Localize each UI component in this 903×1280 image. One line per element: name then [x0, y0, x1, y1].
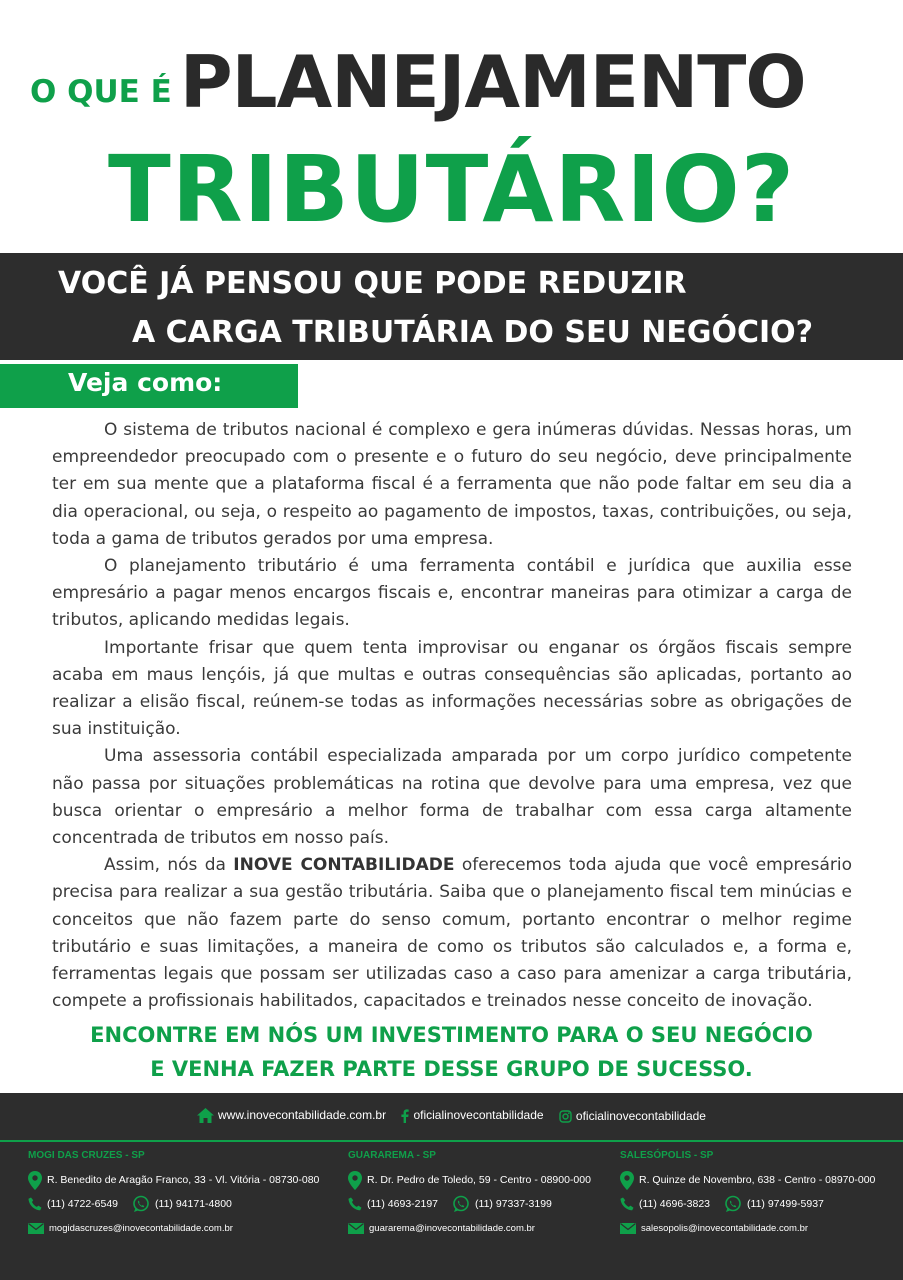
office-address: R. Benedito de Aragão Franco, 33 - Vl. Vitória - 08730-080 — [47, 1174, 320, 1186]
phone-link[interactable] — [348, 1197, 438, 1211]
whatsapp-number: (11) 94171-4800 — [155, 1198, 232, 1210]
email-icon — [348, 1223, 364, 1234]
paragraph-5 — [52, 852, 852, 1015]
phone-icon — [348, 1197, 362, 1211]
whatsapp-link[interactable] — [724, 1195, 824, 1213]
office-phones-row — [28, 1193, 319, 1215]
social-links — [0, 1108, 903, 1123]
question-line-1: VOCÊ JÁ PENSOU QUE PODE REDUZIR — [58, 266, 687, 301]
office-mogi — [28, 1150, 319, 1241]
whatsapp-icon — [132, 1195, 150, 1213]
cta-line-2: E VENHA FAZER PARTE DESSE GRUPO DE SUCESSO. — [150, 1057, 753, 1081]
email-icon — [28, 1223, 44, 1234]
office-email-row[interactable] — [348, 1217, 591, 1239]
location-pin-icon — [348, 1171, 362, 1190]
phone-icon — [28, 1197, 42, 1211]
office-city: SALESÓPOLIS - SP — [620, 1150, 714, 1161]
title-main: PLANEJAMENTO — [179, 40, 806, 124]
question-line-2: A CARGA TRIBUTÁRIA DO SEU NEGÓCIO? — [132, 315, 814, 350]
office-email: salesopolis@inovecontabilidade.com.br — [641, 1222, 809, 1234]
office-address: R. Quinze de Novembro, 638 - Centro - 08970-000 — [639, 1174, 876, 1186]
instagram-icon — [559, 1110, 572, 1123]
title-prefix: O QUE É — [30, 74, 172, 110]
office-address-row — [28, 1169, 319, 1191]
phone-icon — [620, 1197, 634, 1211]
facebook-text: oficialinovecontabilidade — [413, 1108, 544, 1123]
section-label-tab — [0, 364, 298, 408]
cta-line-1: ENCONTRE EM NÓS UM INVESTIMENTO PARA O SEU NEGÓCIO — [90, 1023, 813, 1047]
facebook-icon — [401, 1109, 409, 1123]
home-icon — [197, 1108, 214, 1123]
section-label: Veja como: — [68, 368, 223, 397]
phone-number: (11) 4696-3823 — [639, 1198, 711, 1210]
website-text: www.inovecontabilidade.com.br — [218, 1108, 387, 1123]
location-pin-icon — [620, 1171, 634, 1190]
whatsapp-link[interactable] — [132, 1195, 232, 1213]
whatsapp-icon — [452, 1195, 470, 1213]
whatsapp-link[interactable] — [452, 1195, 552, 1213]
title-line-1 — [30, 40, 806, 135]
instagram-link[interactable] — [559, 1109, 706, 1123]
office-guararema — [348, 1150, 591, 1241]
office-email-row[interactable] — [620, 1217, 875, 1239]
office-phones-row — [348, 1193, 591, 1215]
body-text — [52, 417, 852, 1015]
whatsapp-number: (11) 97499-5937 — [747, 1198, 824, 1210]
title-second: TRIBUTÁRIO? — [107, 136, 796, 243]
paragraph-5-rest: oferecemos toda ajuda que você empresário precisa para realizar a sua gestão tributária. Saiba que o planejamento fiscal tem minúcias e conceitos que não fazem parte do senso comum, portanto encontrar o melhor regime tributário e suas limitações, a maneira de como os tributos são calculados e, a forma e, ferramentas legais que possam ser utilizadas caso a caso para amenizar a carga tributária, compete a profissionais habilitados, capacitados e treinados nesse conceito de inovação. — [52, 855, 853, 1012]
phone-number: (11) 4722-6549 — [47, 1198, 119, 1210]
instagram-text: oficialinovecontabilidade — [575, 1108, 706, 1123]
office-city: GUARAREMA - SP — [348, 1150, 436, 1161]
office-address-row — [620, 1169, 875, 1191]
office-address-row — [348, 1169, 591, 1191]
facebook-link[interactable] — [401, 1108, 543, 1123]
office-email: guararema@inovecontabilidade.com.br — [369, 1222, 535, 1234]
office-email-row[interactable] — [28, 1217, 319, 1239]
phone-link[interactable] — [620, 1197, 710, 1211]
paragraph-2: O planejamento tributário é uma ferramenta contábil e jurídica que auxilia esse empresário a pagar menos encargos fiscais e, encontrar maneiras para otimizar a carga de tributos, aplicando medidas legais. — [52, 556, 852, 631]
office-email: mogidascruzes@inovecontabilidade.com.br — [49, 1222, 233, 1234]
office-phones-row — [620, 1193, 875, 1215]
paragraph-1: O sistema de tributos nacional é complexo e gera inúmeras dúvidas. Nessas horas, um empreendedor preocupado com o presente e o futuro do seu negócio, deve principalmente ter em sua mente que a plataforma fiscal é a ferramenta que não pode faltar em seu dia a dia operacional, ou seja, o respeito ao pagamento de impostos, taxas, contribuições, ou seja, toda a gama de tributos gerados por uma empresa. — [52, 420, 852, 549]
office-address: R. Dr. Pedro de Toledo, 59 - Centro - 08900-000 — [367, 1174, 591, 1186]
paragraph-3: Importante frisar que quem tenta improvisar ou enganar os órgãos fiscais sempre acaba em maus lençóis, já que multas e outras consequências são aplicadas, portanto ao realizar a elisão fiscal, reúnem-se todas as informações necessárias sobre as obrigações de sua instituição. — [52, 637, 852, 740]
paragraph-5-intro: Assim, nós da — [104, 855, 234, 876]
phone-link[interactable] — [28, 1197, 118, 1211]
office-salesopolis — [620, 1150, 875, 1241]
phone-number: (11) 4693-2197 — [367, 1198, 439, 1210]
whatsapp-icon — [724, 1195, 742, 1213]
website-link[interactable] — [197, 1108, 386, 1123]
office-city: MOGI DAS CRUZES - SP — [28, 1150, 145, 1161]
brand-name: INOVE CONTABILIDADE — [233, 855, 455, 876]
whatsapp-number: (11) 97337-3199 — [475, 1198, 552, 1210]
location-pin-icon — [28, 1171, 42, 1190]
footer-divider — [0, 1140, 903, 1142]
paragraph-4: Uma assessoria contábil especializada amparada por um corpo jurídico competente não passa por situações problemáticas na rotina que devolve para uma empresa, vez que busca orientar o empresário a melhor forma de trabalhar com essa carga altamente concentrada de tributos em nosso país. — [52, 746, 852, 849]
email-icon — [620, 1223, 636, 1234]
